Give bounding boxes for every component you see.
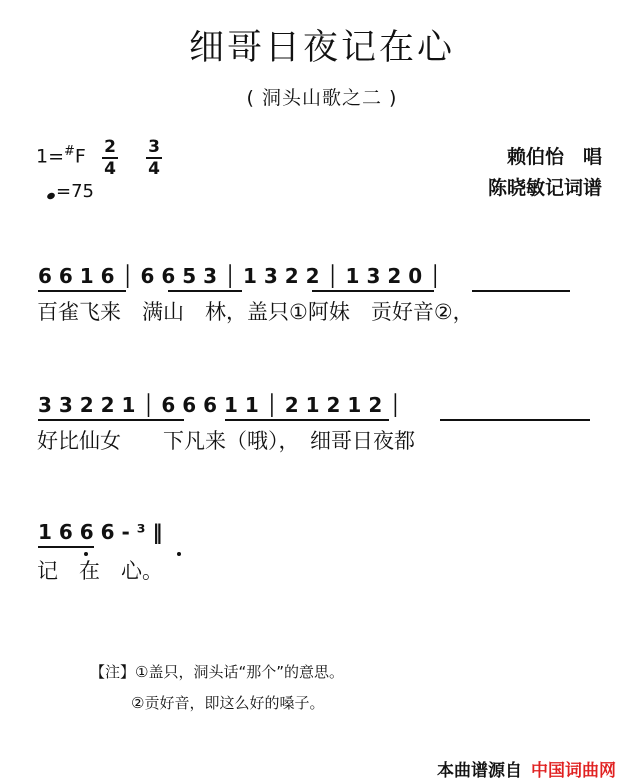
page-title: 细哥日夜记在心 [188,28,455,68]
octave-dot [177,552,181,556]
beam [38,290,126,292]
beam [472,290,570,292]
time-bottom: 4 [104,159,116,179]
tempo-value: =75 [56,181,94,202]
lyrics-line-1: 百雀飞来 满山 林，盖只①阿妹 贡好音②， [37,300,474,324]
annotation-2: ②贡好音，即这么好的嗓子。 [131,694,325,712]
lyrics-line-3: 记 在 心。 [37,559,163,583]
time-bottom: 4 [148,159,160,179]
beam [312,290,434,292]
beam [38,419,184,421]
beam [440,419,590,421]
score-line-2: 3 3 2 2 1 │ 6 6 6 1 1 │ 2 1 2 1 2 │ [38,393,402,417]
score-line-1: 6 6 1 6 │ 6 6 5 3 │ 1 3 2 2 │ 1 3 2 0 │ [38,264,442,288]
lyrics-line-2: 好比仙女 下凡来（哦）， 细哥日夜都 [37,429,415,453]
time-top: 2 [104,137,116,157]
beam [38,546,94,548]
beam [225,419,389,421]
beam [168,290,242,292]
site-name: 中国词曲网 [531,761,616,781]
subtitle: ( 洞头山歌之二 ) [246,87,398,109]
key-signature [36,144,86,167]
transcriber-credit: 陈晓敏记词谱 [487,177,602,199]
sharp-icon: # [64,144,75,159]
key-equals: = [48,145,65,168]
time-signature-3-4 [144,138,164,178]
time-top: 3 [148,137,160,157]
source-text: 本曲谱源自 [437,761,522,781]
quarter-note-icon [46,192,56,201]
tempo-marking [47,181,94,202]
annotation-1: ①盖只，洞头话“那个”的意思。 [135,663,345,681]
key-prefix: 1 [36,145,49,168]
annotation-block [90,661,344,713]
time-signature-2-4 [100,138,120,178]
singer-credit: 赖伯怡 唱 [506,146,602,168]
annotation-label: 【注】 [90,663,136,681]
annotation-line-1 [90,661,344,682]
key-note: F [74,145,86,168]
score-line-3: 1 6 6 6 - ³ ‖ [38,520,163,544]
